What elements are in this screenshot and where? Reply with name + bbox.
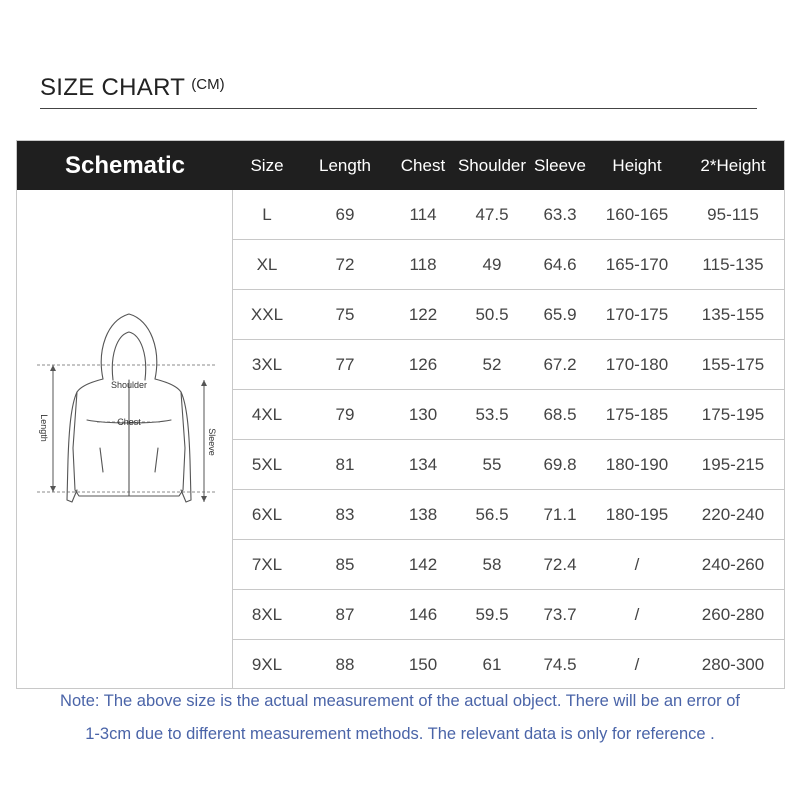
cell-shoulder: 49	[482, 255, 502, 274]
cell-height2: 280-300	[701, 655, 765, 674]
cell-height2: 135-155	[701, 305, 765, 324]
cell-shoulder: 55	[482, 455, 502, 474]
cell-chest: 130	[408, 405, 438, 424]
cell-chest: 150	[408, 655, 438, 674]
cell-length: 77	[335, 355, 355, 374]
cell-height2: 95-115	[707, 205, 759, 224]
cell-length: 79	[335, 405, 355, 424]
cell-sleeve: 69.8	[543, 455, 577, 474]
header-height2: 2*Height	[700, 156, 766, 175]
cell-height: 170-180	[605, 355, 669, 374]
table-row	[233, 440, 784, 490]
schematic-chest-label: Chest	[117, 417, 141, 427]
cell-length: 72	[335, 255, 355, 274]
cell-chest: 138	[408, 505, 438, 524]
cell-height: /	[634, 555, 640, 574]
cell-shoulder: 53.5	[475, 405, 509, 424]
title-divider	[40, 108, 757, 109]
cell-length: 75	[335, 305, 355, 324]
cell-size: 9XL	[251, 655, 283, 674]
title-unit: (CM)	[191, 76, 225, 93]
cell-sleeve: 63.3	[543, 205, 577, 224]
cell-height2: 155-175	[701, 355, 765, 374]
cell-chest: 122	[408, 305, 438, 324]
cell-chest: 118	[409, 255, 437, 274]
cell-height: /	[634, 655, 640, 674]
cell-height: 175-185	[605, 405, 669, 424]
cell-size: 5XL	[251, 455, 283, 474]
cell-size: 4XL	[251, 405, 283, 424]
header-length: Length	[319, 156, 371, 175]
header-shoulder: Shoulder	[457, 156, 527, 175]
schematic-sleeve-label: Sleeve	[207, 428, 217, 456]
cell-sleeve: 74.5	[543, 655, 577, 674]
size-chart-title	[40, 74, 225, 102]
cell-height2: 115-135	[702, 255, 764, 274]
cell-size: 8XL	[251, 605, 283, 624]
table-row	[233, 640, 784, 690]
cell-height: /	[634, 605, 640, 624]
table-row	[233, 340, 784, 390]
cell-shoulder: 61	[482, 655, 502, 674]
cell-sleeve: 71.1	[543, 505, 577, 524]
cell-sleeve: 68.5	[543, 405, 577, 424]
table-row	[233, 540, 784, 590]
cell-chest: 114	[409, 205, 437, 224]
cell-sleeve: 65.9	[543, 305, 577, 324]
cell-height2: 195-215	[701, 455, 765, 474]
header-sleeve: Sleeve	[534, 156, 586, 175]
header-chest: Chest	[400, 156, 446, 175]
cell-length: 88	[335, 655, 355, 674]
jacket-diagram	[17, 190, 233, 688]
cell-chest: 126	[408, 355, 438, 374]
cell-shoulder: 47.5	[475, 205, 509, 224]
cell-size: 7XL	[251, 555, 283, 574]
table-header	[17, 141, 784, 190]
cell-chest: 134	[408, 455, 438, 474]
cell-height: 165-170	[605, 255, 669, 274]
cell-size: 3XL	[251, 355, 283, 374]
cell-height2: 240-260	[701, 555, 765, 574]
cell-length: 87	[335, 605, 355, 624]
cell-height2: 175-195	[701, 405, 765, 424]
cell-chest: 142	[408, 555, 438, 574]
cell-shoulder: 56.5	[475, 505, 509, 524]
note-line-1: Note: The above size is the actual measurement of the actual object. There will be an error of	[60, 692, 740, 710]
table-row	[233, 240, 784, 290]
cell-shoulder: 52	[482, 355, 502, 374]
note-line-2: 1-3cm due to different measurement methods. The relevant data is only for reference .	[85, 725, 715, 743]
cell-shoulder: 50.5	[475, 305, 509, 324]
schematic-shoulder-label: Shoulder	[110, 380, 148, 390]
size-table	[16, 140, 785, 689]
cell-size: L	[262, 205, 272, 224]
cell-height: 160-165	[605, 205, 669, 224]
schematic-length-label: Length	[39, 414, 49, 442]
table-row	[233, 190, 784, 240]
cell-height: 180-190	[605, 455, 669, 474]
cell-size: XL	[256, 255, 278, 274]
cell-chest: 146	[408, 605, 438, 624]
schematic-cell	[17, 190, 233, 688]
cell-length: 69	[335, 205, 355, 224]
cell-shoulder: 59.5	[475, 605, 509, 624]
table-row	[233, 590, 784, 640]
header-height: Height	[612, 156, 662, 175]
table-body	[233, 190, 784, 688]
cell-height: 180-195	[605, 505, 669, 524]
table-row	[233, 390, 784, 440]
cell-size: 6XL	[251, 505, 283, 524]
cell-height: 170-175	[605, 305, 669, 324]
table-row	[233, 490, 784, 540]
cell-sleeve: 72.4	[543, 555, 577, 574]
cell-sleeve: 73.7	[543, 605, 577, 624]
cell-shoulder: 58	[482, 555, 502, 574]
header-size: Size	[250, 156, 284, 175]
cell-height2: 260-280	[701, 605, 765, 624]
cell-sleeve: 64.6	[543, 255, 577, 274]
table-row	[233, 290, 784, 340]
title-main: SIZE CHART	[40, 74, 186, 101]
cell-length: 83	[335, 505, 355, 524]
header-schematic: Schematic	[64, 152, 186, 179]
cell-size: XXL	[250, 305, 284, 324]
cell-length: 81	[335, 455, 355, 474]
cell-sleeve: 67.2	[543, 355, 577, 374]
cell-height2: 220-240	[701, 505, 765, 524]
cell-length: 85	[335, 555, 355, 574]
